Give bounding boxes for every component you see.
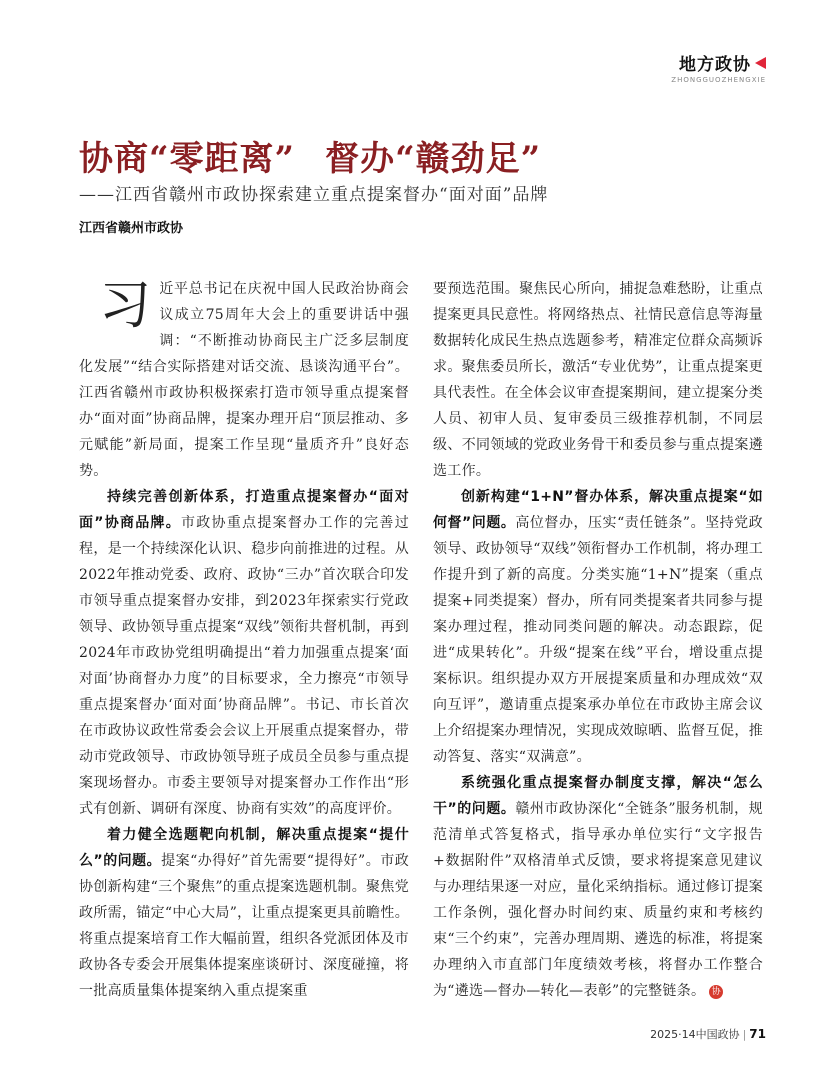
section-4-paragraph — [433, 770, 763, 1004]
section-2-text: 提案“办得好”首先需要“提得好”。市政协创新构建“三个聚焦”的重点提案选题机制。聚焦党政所需，锚定“中心大局”，让重点提案更具前瞻性。将重点提案培育工作大幅前置，组织各党派团体及市政协各专委会开展集体提案座谈研讨、深度碰撞，将一批高质量集体提案纳入重点提案重 — [79, 853, 409, 999]
right-column — [433, 276, 763, 1004]
column-name: 地方政协 — [679, 55, 751, 75]
end-mark-icon: 协 — [709, 985, 723, 999]
title-part-1: 协商“零距离” — [79, 139, 296, 179]
page-footer — [650, 1026, 766, 1042]
column-pinyin: ZHONGGUOZHENGXIE — [671, 76, 766, 84]
page-number: 71 — [749, 1027, 766, 1041]
footer-divider: | — [742, 1028, 747, 1041]
section-2-heading: 着力健全选题靶向机制，解决重点提案“提什么”的问题。 — [79, 827, 409, 869]
magazine-name: 中国政协 — [695, 1028, 740, 1041]
section-3-paragraph — [433, 484, 763, 770]
section-2-paragraph — [79, 822, 409, 1004]
section-3-heading: 创新构建“1+N”督办体系，解决重点提案“如何督”问题。 — [433, 489, 763, 531]
title-part-2: 督办“赣劲足” — [325, 139, 542, 179]
section-3-text: 高位督办，压实“责任链条”。坚持党政领导、政协领导“双线”领衔督办工作机制，将办理工作提升到了新的高度。分类实施“1+N”提案（重点提案+同类提案）督办，所有同类提案者共同参与提案办理过程，推动同类问题的解决。动态跟踪，促进“成果转化”。升级“提案在线”平台，增设重点提案标识。组织提办双方开展提案质量和办理成效“双向互评”，邀请重点提案承办单位在市政协主席会议上介绍提案办理情况，实现成效晾晒、监督互促，推动答复、落实“双满意”。 — [433, 515, 763, 765]
section-1-paragraph — [79, 484, 409, 822]
article-author: 江西省赣州市政协 — [79, 221, 184, 236]
left-column — [79, 276, 409, 1004]
section-4-heading: 系统强化重点提案督办制度支撑，解决“怎么干”的问题。 — [433, 775, 763, 817]
column-tag — [671, 50, 766, 84]
article-subtitle: ——江西省赣州市政协探索建立重点提案督办“面对面”品牌 — [79, 185, 549, 205]
drop-cap: 习 — [99, 276, 152, 336]
triangle-marker-icon — [755, 57, 766, 69]
section-1-heading: 持续完善创新体系，打造重点提案督办“面对面”协商品牌。 — [79, 489, 409, 531]
intro-paragraph — [79, 276, 409, 484]
article-title — [79, 131, 541, 180]
section-1-text: 市政协重点提案督办工作的完善过程，是一个持续深化认识、稳步向前推进的过程。从2022年推动党委、政府、政协“三办”首次联合印发市领导重点提案督办安排，到2023年探索实行党政领导、政协领导重点提案“双线”领衔共督机制，再到2024年市政协党组明确提出“着力加强重点提案‘面对面’协商督办力度”的目标要求，全力擦亮“市领导重点提案督办‘面对面’协商品牌”。书记、市长首次在市政协议政性常委会会议上开展重点提案督办，带动市党政领导、市政协领导班子成员全员参与重点提案现场督办。市委主要领导对提案督办工作作出“形式有创新、调研有深度、协商有实效”的高度评价。 — [79, 515, 409, 817]
issue-number: 2025·14 — [650, 1028, 696, 1041]
section-2-continuation: 要预选范围。聚焦民心所向，捕捉急难愁盼，让重点提案更具民意性。将网络热点、社情民意信息等海量数据转化成民生热点选题参考，精准定位群众高频诉求。聚焦委员所长，激活“专业优势”，让重点提案更具代表性。在全体会议审查提案期间，建立提案分类人员、初审人员、复审委员三级推荐机制，不同层级、不同领域的党政业务骨干和委员参与重点提案遴选工作。 — [433, 281, 763, 479]
section-4-text: 赣州市政协深化“全链条”服务机制，规范清单式答复格式，指导承办单位实行“文字报告+数据附件”双格清单式反馈，要求将提案意见建议与办理结果逐一对应，量化采纳指标。通过修订提案工作条例，强化督办时间约束、质量约束和考核约束“三个约束”，完善办理周期、遴选的标准，将提案办理纳入市直部门年度绩效考核，将督办工作整合为“遴选—督办—转化—表彰”的完整链条。 — [433, 801, 763, 999]
intro-text: 近平总书记在庆祝中国人民政治协商会议成立75周年大会上的重要讲话中强调：“不断推动协商民主广泛多层制度化发展”“结合实际搭建对话交流、恳谈沟通平台”。江西省赣州市政协积极探索打造市领导重点提案督办“面对面”协商品牌，提案办理开启“顶层推动、多元赋能”新局面，提案工作呈现“量质齐升”良好态势。 — [79, 281, 409, 479]
